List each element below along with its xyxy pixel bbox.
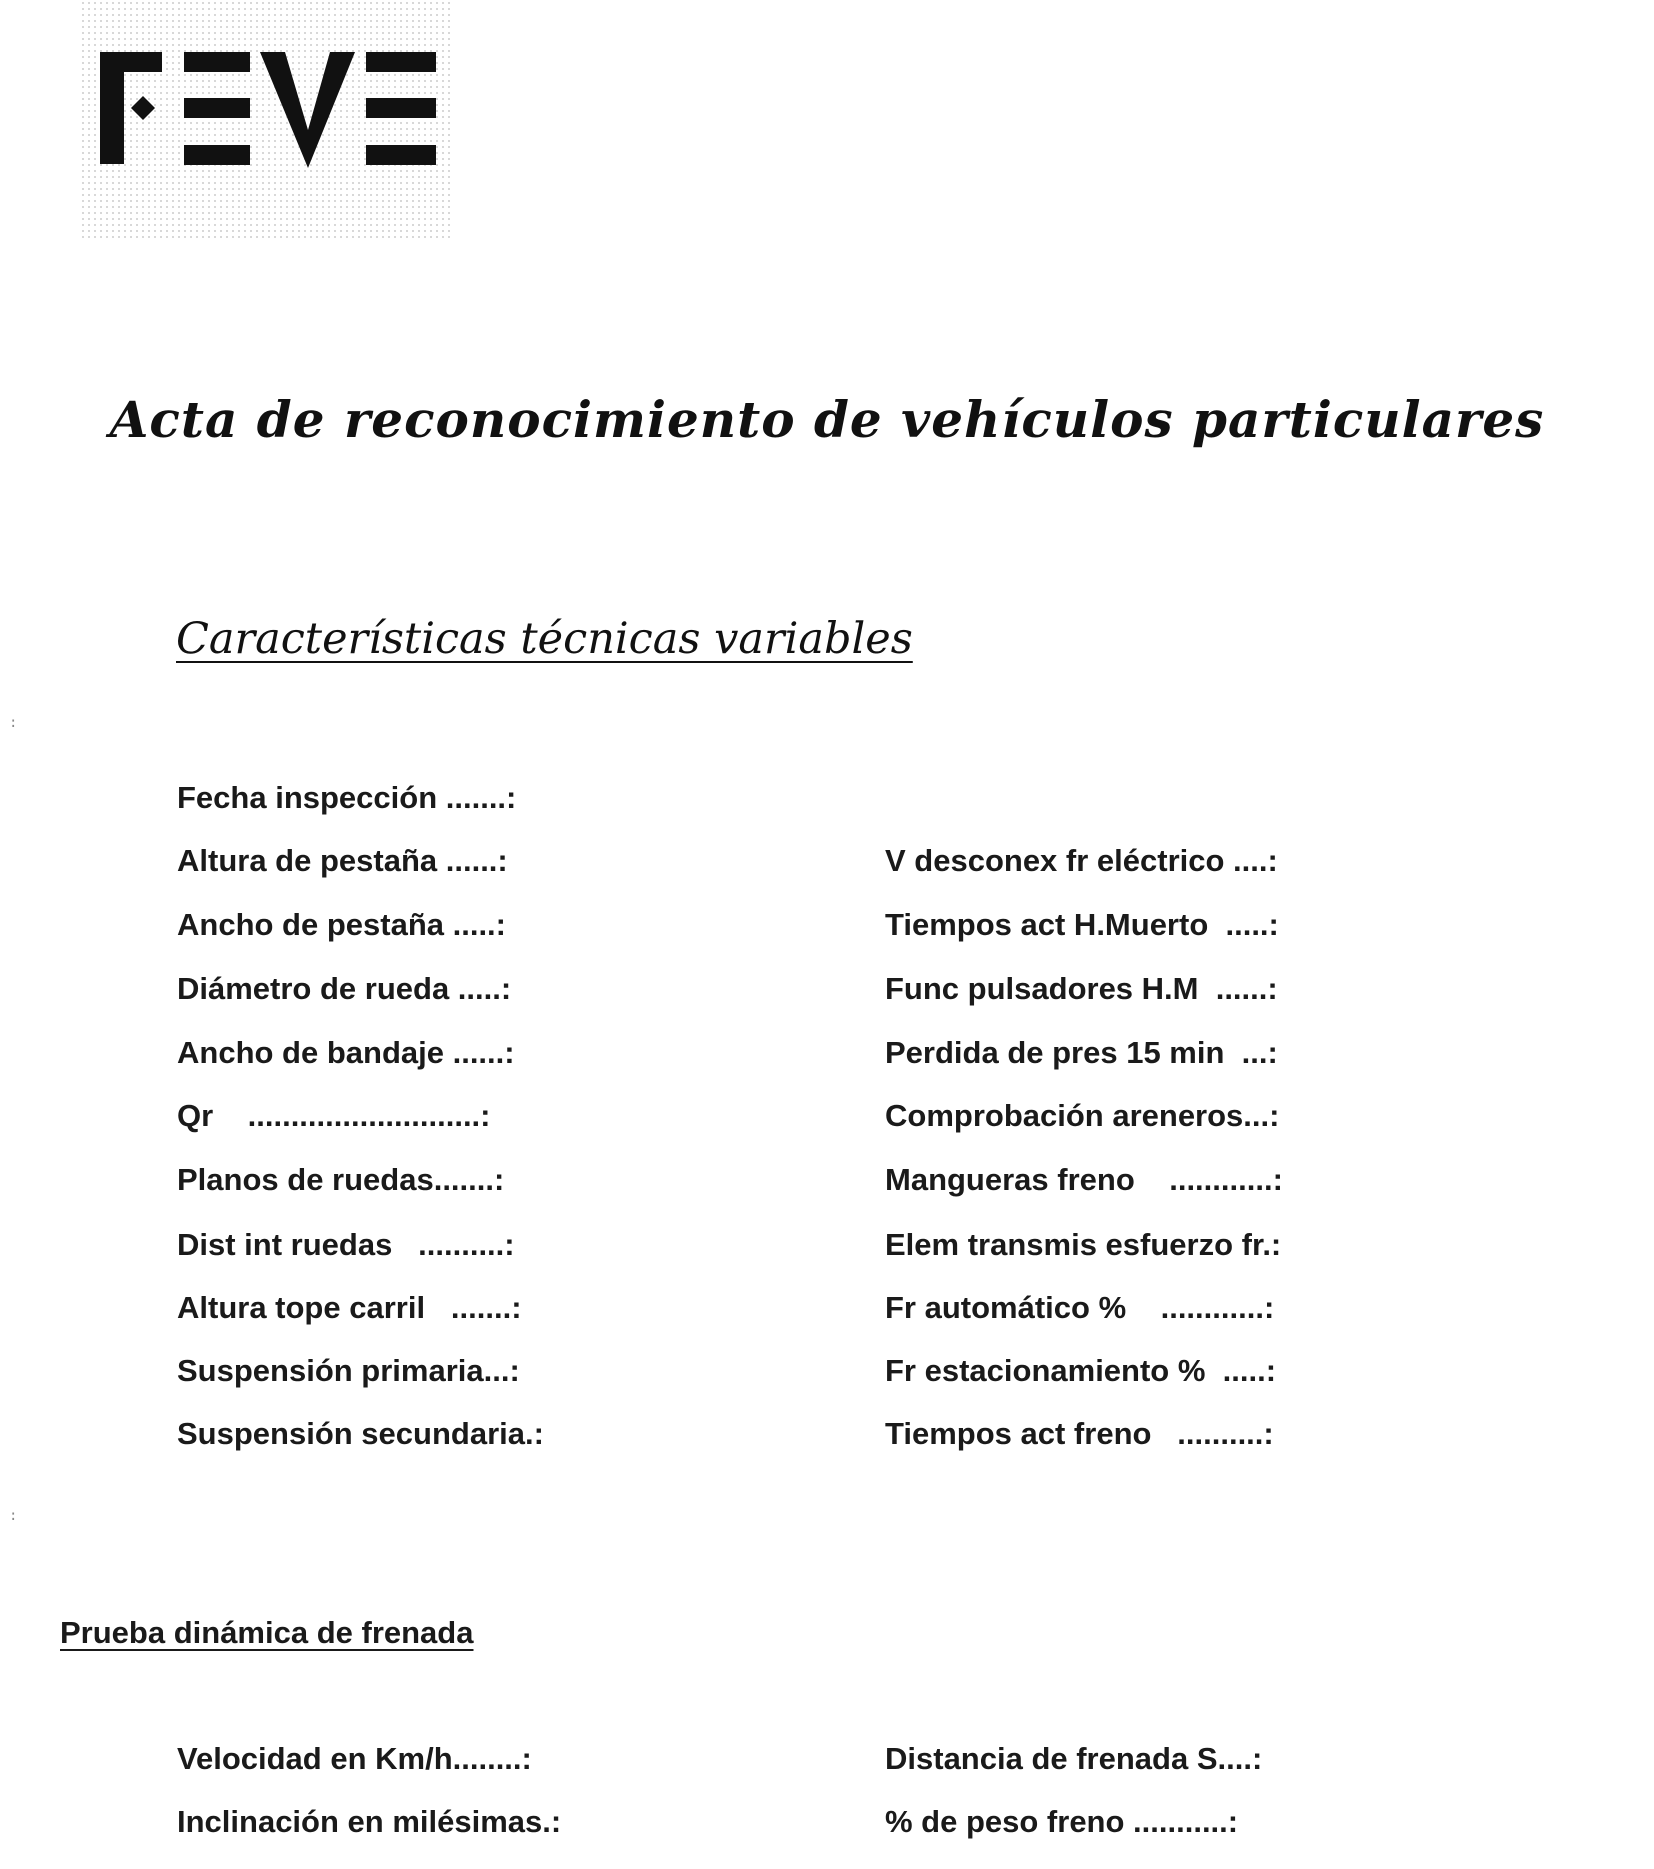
field-v-desconex-fr-electrico: V desconex fr eléctrico ....:: [885, 843, 1278, 878]
field-func-pulsadores-hm: Func pulsadores H.M ......:: [885, 971, 1278, 1006]
field-fecha-inspeccion: Fecha inspección .......:: [177, 780, 517, 815]
field-diametro-rueda: Diámetro de rueda .....:: [177, 971, 512, 1006]
field-qr: Qr ...........................:: [177, 1098, 491, 1133]
field-tiempos-act-h-muerto: Tiempos act H.Muerto .....:: [885, 907, 1279, 942]
field-inclinacion-milesimas: Inclinación en milésimas.:: [177, 1804, 562, 1839]
field-tiempos-act-freno: Tiempos act freno ..........:: [885, 1416, 1274, 1451]
field-altura-pestana: Altura de pestaña ......:: [177, 843, 508, 878]
brake-test-heading: Prueba dinámica de frenada: [60, 1615, 474, 1650]
section-subtitle: Características técnicas variables: [176, 614, 913, 664]
field-distancia-frenada: Distancia de frenada S....:: [885, 1741, 1263, 1776]
margin-mark: :: [9, 715, 18, 731]
document-title: Acta de reconocimiento de vehículos particulares: [109, 390, 1545, 449]
field-velocidad-kmh: Velocidad en Km/h........:: [177, 1741, 532, 1776]
field-peso-freno: % de peso freno ...........:: [885, 1804, 1239, 1839]
field-perdida-pres-15min: Perdida de pres 15 min ...:: [885, 1035, 1278, 1070]
field-ancho-bandaje: Ancho de bandaje ......:: [177, 1035, 515, 1070]
field-altura-tope-carril: Altura tope carril .......:: [177, 1290, 522, 1325]
margin-mark: :: [9, 1508, 18, 1524]
feve-logo-mark: [80, 0, 450, 240]
field-planos-ruedas: Planos de ruedas.......:: [177, 1162, 505, 1197]
field-suspension-secundaria: Suspensión secundaria.:: [177, 1416, 544, 1451]
field-suspension-primaria: Suspensión primaria...:: [177, 1353, 520, 1388]
field-ancho-pestana: Ancho de pestaña .....:: [177, 907, 506, 942]
field-mangueras-freno: Mangueras freno ............:: [885, 1162, 1283, 1197]
field-fr-automatico: Fr automático % ............:: [885, 1290, 1275, 1325]
field-fr-estacionamiento: Fr estacionamiento % .....:: [885, 1353, 1277, 1388]
feve-logo: [80, 0, 450, 240]
field-dist-int-ruedas: Dist int ruedas ..........:: [177, 1227, 515, 1262]
field-elem-transmis-esfuerzo: Elem transmis esfuerzo fr.:: [885, 1227, 1282, 1262]
field-comprobacion-areneros: Comprobación areneros...:: [885, 1098, 1280, 1133]
